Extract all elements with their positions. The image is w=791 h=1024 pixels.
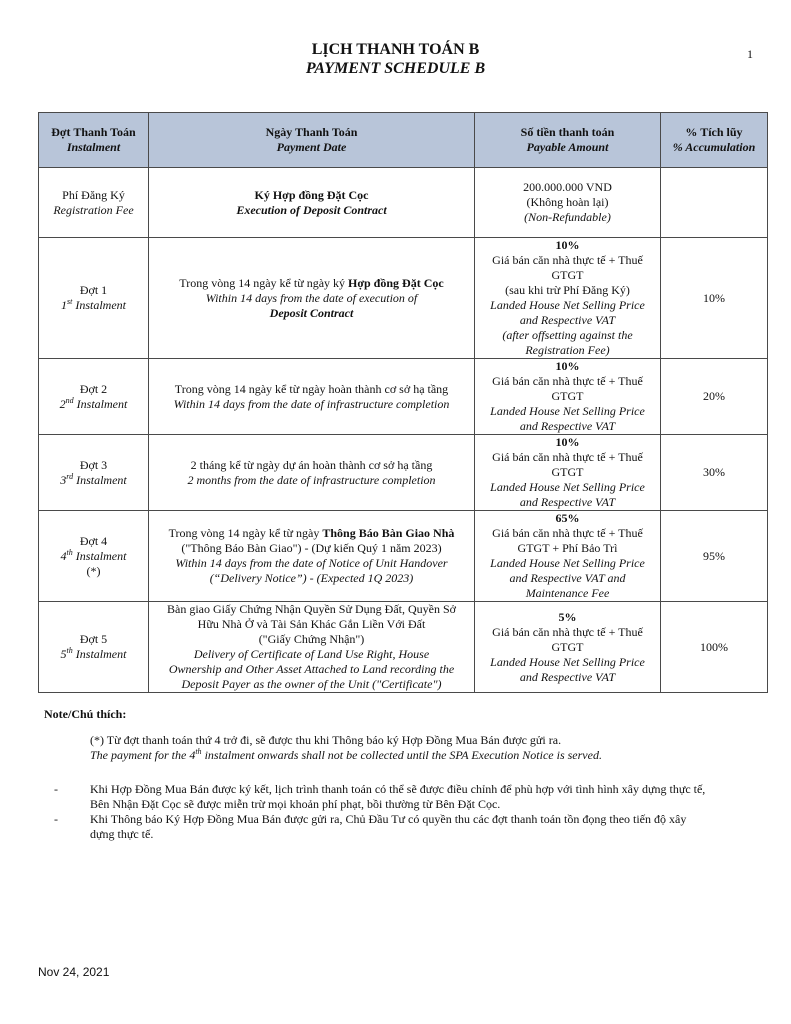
note-bullet-1 bbox=[90, 782, 760, 812]
header-accumulation bbox=[661, 113, 768, 168]
amount-percent: 10% bbox=[555, 435, 580, 449]
table-row bbox=[39, 511, 768, 602]
amount-cell bbox=[475, 359, 661, 435]
accumulation-cell: 30% bbox=[661, 435, 768, 511]
header-label-en: Payment Date bbox=[276, 140, 347, 154]
instalment-cell bbox=[39, 511, 149, 602]
amount-percent: 10% bbox=[555, 238, 580, 252]
amount-line: Landed House Net Selling Price bbox=[490, 654, 645, 669]
payment-date-cell bbox=[149, 602, 475, 693]
payment-date-en: Deposit Contract bbox=[269, 305, 354, 320]
table-header-row bbox=[39, 113, 768, 168]
instalment-en: 2nd Instalment bbox=[59, 395, 128, 411]
instalment-en: Registration Fee bbox=[53, 202, 134, 217]
amount-line: Giá bán căn nhà thực tế + Thuế bbox=[492, 526, 643, 540]
amount-line: and Respective VAT bbox=[519, 313, 616, 327]
page-number: 1 bbox=[747, 47, 753, 61]
amount-line: 200.000.000 VND bbox=[523, 180, 612, 194]
amount-line: Landed House Net Selling Price bbox=[490, 404, 645, 418]
amount-cell bbox=[475, 435, 661, 511]
amount-cell bbox=[475, 602, 661, 693]
accumulation-cell: 95% bbox=[661, 511, 768, 602]
amount-line: Giá bán căn nhà thực tế + Thuế bbox=[492, 624, 643, 639]
payment-date-vi: Hữu Nhà Ở và Tài Sản Khác Gắn Liền Với Đất bbox=[197, 617, 426, 631]
accumulation-cell: 20% bbox=[661, 359, 768, 435]
bullet-dash: - bbox=[54, 812, 58, 826]
payment-date-vi: Bàn giao Giấy Chứng Nhận Quyền Sử Dụng Đất, Quyền Sở bbox=[167, 602, 456, 616]
payment-date-cell bbox=[149, 511, 475, 602]
payment-date-vi: Trong vòng 14 ngày kể từ ngày ký Hợp đồng Đặt Cọc bbox=[179, 275, 444, 290]
note-line: Khi Hợp Đồng Mua Bán được ký kết, lịch trình thanh toán có thể sẽ được điều chỉnh để phù hợp với tình hình xây dựng thực tế, bbox=[90, 782, 706, 796]
instalment-footnote-mark: (*) bbox=[86, 563, 101, 578]
amount-line: (after offsetting against the bbox=[502, 328, 633, 342]
amount-line: (Không hoàn lại) bbox=[526, 195, 609, 209]
amount-line: and Respective VAT bbox=[519, 495, 616, 509]
footer-date: Nov 24, 2021 bbox=[38, 965, 110, 979]
table-row bbox=[39, 168, 768, 238]
instalment-cell bbox=[39, 238, 149, 359]
amount-line: GTGT bbox=[551, 465, 584, 479]
header-label-en: % Accumulation bbox=[672, 140, 756, 154]
header-label-vi: % Tích lũy bbox=[685, 125, 743, 139]
note-line: Bên Nhận Đặt Cọc sẽ được miễn trừ mọi khoản phí phạt, bồi thường từ Bên Đặt Cọc. bbox=[90, 797, 501, 811]
header-label-vi: Số tiền thanh toán bbox=[520, 125, 615, 139]
footnote-star bbox=[90, 733, 750, 763]
payment-date-vi: Trong vòng 14 ngày kể từ ngày Thông Báo Bàn Giao Nhà bbox=[168, 526, 455, 540]
payment-date-en: Delivery of Certificate of Land Use Right, House bbox=[193, 647, 430, 661]
amount-line: Giá bán căn nhà thực tế + Thuế bbox=[492, 450, 643, 464]
bullet-dash: - bbox=[54, 782, 58, 796]
payment-date-en: Within 14 days from the date of Notice of Unit Handover bbox=[175, 556, 448, 570]
header-label-en: Payable Amount bbox=[526, 140, 609, 154]
instalment-en: 5th Instalment bbox=[60, 646, 127, 661]
header-label-vi: Đợt Thanh Toán bbox=[51, 125, 136, 139]
title-english: PAYMENT SCHEDULE B bbox=[305, 60, 486, 77]
instalment-en: 4th Instalment bbox=[60, 547, 127, 563]
table-row bbox=[39, 238, 768, 359]
payment-date-cell bbox=[149, 435, 475, 511]
amount-cell bbox=[475, 511, 661, 602]
instalment-cell bbox=[39, 602, 149, 693]
payment-date-en: 2 months from the date of infrastructure completion bbox=[187, 472, 436, 487]
payment-date-en: Ownership and Other Asset Attached to Land recording the bbox=[168, 662, 455, 676]
header-payment-date bbox=[149, 113, 475, 168]
amount-line: GTGT bbox=[551, 389, 584, 403]
note-bullet-2 bbox=[90, 812, 760, 842]
amount-line: (sau khi trừ Phí Đăng Ký) bbox=[505, 283, 630, 297]
header-label-en: Instalment bbox=[66, 140, 121, 154]
payment-date-cell bbox=[149, 168, 475, 238]
payment-date-en: Within 14 days from the date of execution of bbox=[205, 290, 418, 305]
title-vietnamese: LỊCH THANH TOÁN B bbox=[311, 41, 480, 58]
notes-title: Note/Chú thích: bbox=[44, 707, 127, 721]
amount-percent: 65% bbox=[555, 511, 580, 525]
instalment-cell bbox=[39, 359, 149, 435]
instalment-vi: Phí Đăng Ký bbox=[62, 187, 125, 202]
note-line: dựng thực tế. bbox=[90, 827, 154, 841]
header-instalment bbox=[39, 113, 149, 168]
instalment-en: 3rd Instalment bbox=[60, 471, 127, 487]
header-payable-amount bbox=[475, 113, 661, 168]
amount-line: Landed House Net Selling Price bbox=[490, 556, 645, 570]
accumulation-cell bbox=[661, 168, 768, 238]
payment-date-vi: Trong vòng 14 ngày kể từ ngày hoàn thành cơ sở hạ tầng bbox=[174, 381, 449, 396]
amount-percent: 10% bbox=[555, 359, 580, 373]
instalment-cell bbox=[39, 435, 149, 511]
amount-percent: 5% bbox=[558, 609, 577, 624]
amount-line: Landed House Net Selling Price bbox=[490, 480, 645, 494]
table-row bbox=[39, 435, 768, 511]
page-title bbox=[0, 40, 791, 78]
table-row bbox=[39, 602, 768, 693]
amount-line: GTGT bbox=[551, 639, 584, 654]
payment-date-vi: 2 tháng kể từ ngày dự án hoàn thành cơ sở hạ tầng bbox=[190, 457, 433, 472]
header-label-vi: Ngày Thanh Toán bbox=[265, 125, 358, 139]
payment-date-cell bbox=[149, 238, 475, 359]
amount-line: Maintenance Fee bbox=[525, 586, 610, 600]
amount-line: Landed House Net Selling Price bbox=[490, 298, 645, 312]
amount-line: GTGT + Phí Bảo Trì bbox=[517, 541, 618, 555]
amount-line: and Respective VAT bbox=[519, 669, 616, 684]
table-row bbox=[39, 359, 768, 435]
amount-line: and Respective VAT and bbox=[509, 571, 626, 585]
amount-line: Giá bán căn nhà thực tế + Thuế bbox=[492, 253, 643, 267]
amount-line: (Non-Refundable) bbox=[524, 210, 611, 224]
instalment-cell bbox=[39, 168, 149, 238]
accumulation-cell: 100% bbox=[661, 602, 768, 693]
payment-date-vi: ("Giấy Chứng Nhận") bbox=[258, 632, 365, 646]
payment-schedule-table bbox=[38, 112, 768, 693]
payment-date-en: Within 14 days from the date of infrastructure completion bbox=[173, 396, 450, 411]
instalment-vi: Đợt 2 bbox=[79, 381, 108, 396]
payment-date-vi: Ký Hợp đồng Đặt Cọc bbox=[254, 187, 369, 202]
instalment-vi: Đợt 5 bbox=[79, 632, 108, 646]
payment-date-vi: ("Thông Báo Bàn Giao") - (Dự kiến Quý 1 năm 2023) bbox=[181, 541, 442, 555]
instalment-vi: Đợt 3 bbox=[79, 457, 108, 472]
amount-line: Registration Fee) bbox=[525, 343, 610, 357]
amount-line: GTGT bbox=[551, 268, 584, 282]
footnote-vi: (*) Từ đợt thanh toán thứ 4 trở đi, sẽ được thu khi Thông báo ký Hợp Đồng Mua Bán được gửi ra. bbox=[90, 733, 562, 747]
amount-cell bbox=[475, 238, 661, 359]
instalment-en: 1st Instalment bbox=[60, 297, 126, 312]
amount-line: and Respective VAT bbox=[519, 419, 616, 433]
amount-line: Giá bán căn nhà thực tế + Thuế bbox=[492, 374, 643, 388]
footnote-en: The payment for the 4th instalment onwards shall not be collected until the SPA Execution Notice is served. bbox=[90, 747, 602, 762]
instalment-vi: Đợt 1 bbox=[79, 283, 108, 297]
payment-date-en: Deposit Payer as the owner of the Unit ("Certificate") bbox=[181, 677, 442, 691]
payment-date-en: (“Delivery Notice”) - (Expected 1Q 2023) bbox=[209, 571, 414, 585]
note-line: Khi Thông báo Ký Hợp Đồng Mua Bán được gửi ra, Chủ Đầu Tư có quyền thu các đợt thanh toán tồn đọng theo tiến độ xây bbox=[90, 812, 687, 826]
payment-date-cell bbox=[149, 359, 475, 435]
accumulation-cell: 10% bbox=[661, 238, 768, 359]
instalment-vi: Đợt 4 bbox=[79, 533, 108, 548]
payment-date-en: Execution of Deposit Contract bbox=[236, 202, 387, 217]
amount-cell bbox=[475, 168, 661, 238]
